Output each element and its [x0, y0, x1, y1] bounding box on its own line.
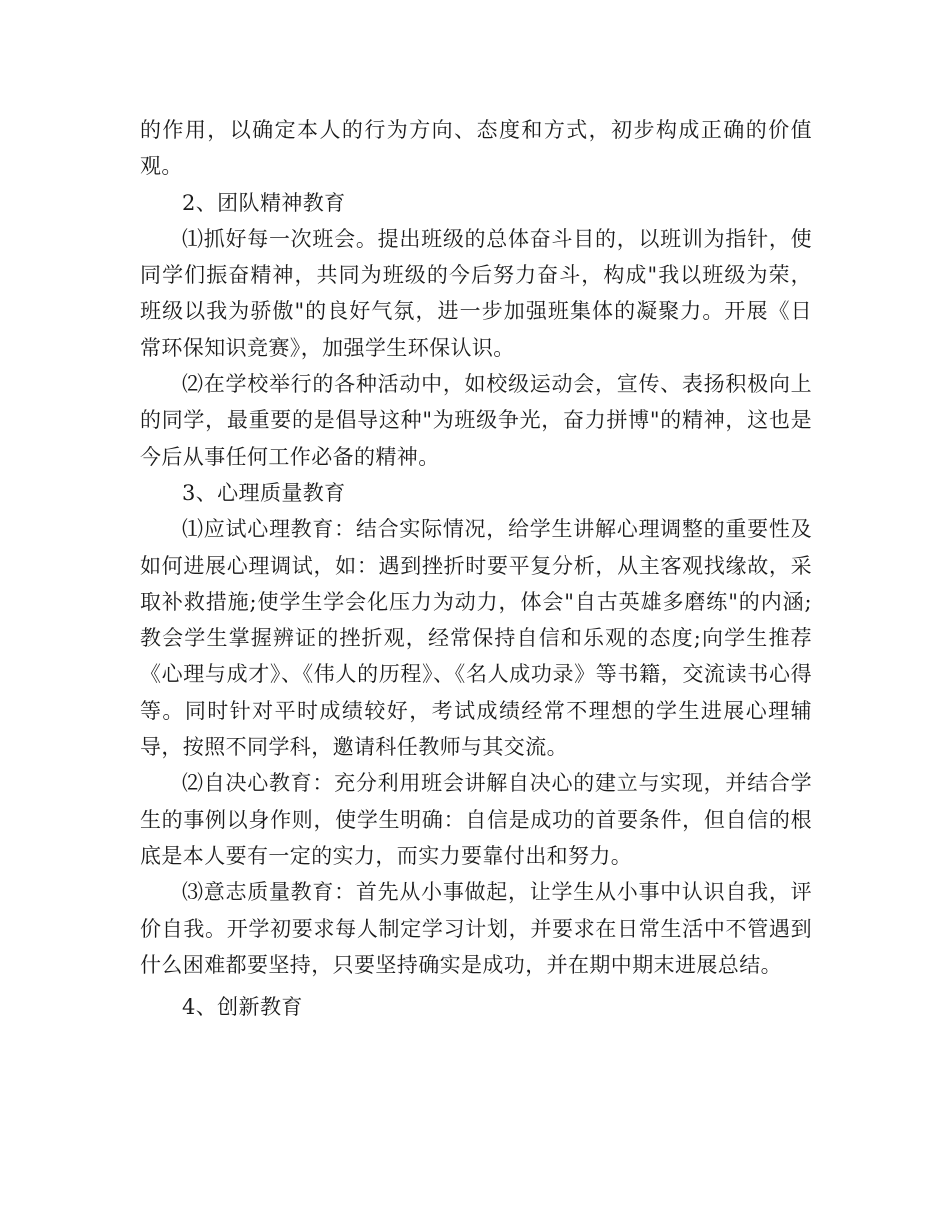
paragraph-class-meeting: ⑴抓好每一次班会。提出班级的总体奋斗目的，以班训为指针，使同学们振奋精神，共同为班级的今后努力奋斗，构成"我以班级为荣，班级以我为骄傲"的良好气氛，进一步加强班集体的凝聚力。开展《日常环保知识竞赛》，加强学生环保认识。 [140, 226, 812, 360]
paragraph-exam-psychology: ⑴应试心理教育：结合实际情况，给学生讲解心理调整的重要性及如何进展心理调试，如：遇到挫折时要平复分析，从主客观找缘故，采取补救措施;使学生学会化压力为动力，体会"自古英雄多磨练"的内涵;教会学生掌握辨证的挫折观，经常保持自信和乐观的态度;向学生推荐《心理与成才》、《伟人的历程》、《名人成功录》等书籍，交流读书心得等。同时针对平时成绩较好，考试成绩经常不理想的学生进展心理辅导，按照不同学科，邀请科任教师与其交流。 [140, 517, 812, 760]
paragraph-school-activities: ⑵在学校举行的各种活动中，如校级运动会，宣传、表扬积极向上的同学，最重要的是倡导这种"为班级争光，奋力拼博"的精神，这也是今后从事任何工作必备的精神。 [140, 372, 812, 469]
section-heading-psychological: 3、心理质量教育 [182, 480, 346, 505]
paragraph-confidence: ⑵自决心教育：充分利用班会讲解自决心的建立与实现，并结合学生的事例以身作则，使学生明确：自信是成功的首要条件，但自信的根底是本人要有一定的实力，而实力要靠付出和努力。 [140, 771, 812, 868]
section-heading-team-spirit: 2、团队精神教育 [182, 190, 346, 215]
paragraph-willpower: ⑶意志质量教育：首先从小事做起，让学生从小事中认识自我，评价自我。开学初要求每人制定学习计划，并要求在日常生活中不管遇到什么困难都要坚持，只要坚持确实是成功，并在期中期末进展总结。 [140, 880, 812, 977]
section-heading-innovation: 4、创新教育 [182, 995, 303, 1020]
document-page [140, 112, 812, 1025]
paragraph-continuation: 的作用，以确定本人的行为方向、态度和方式，初步构成正确的价值观。 [140, 118, 812, 179]
